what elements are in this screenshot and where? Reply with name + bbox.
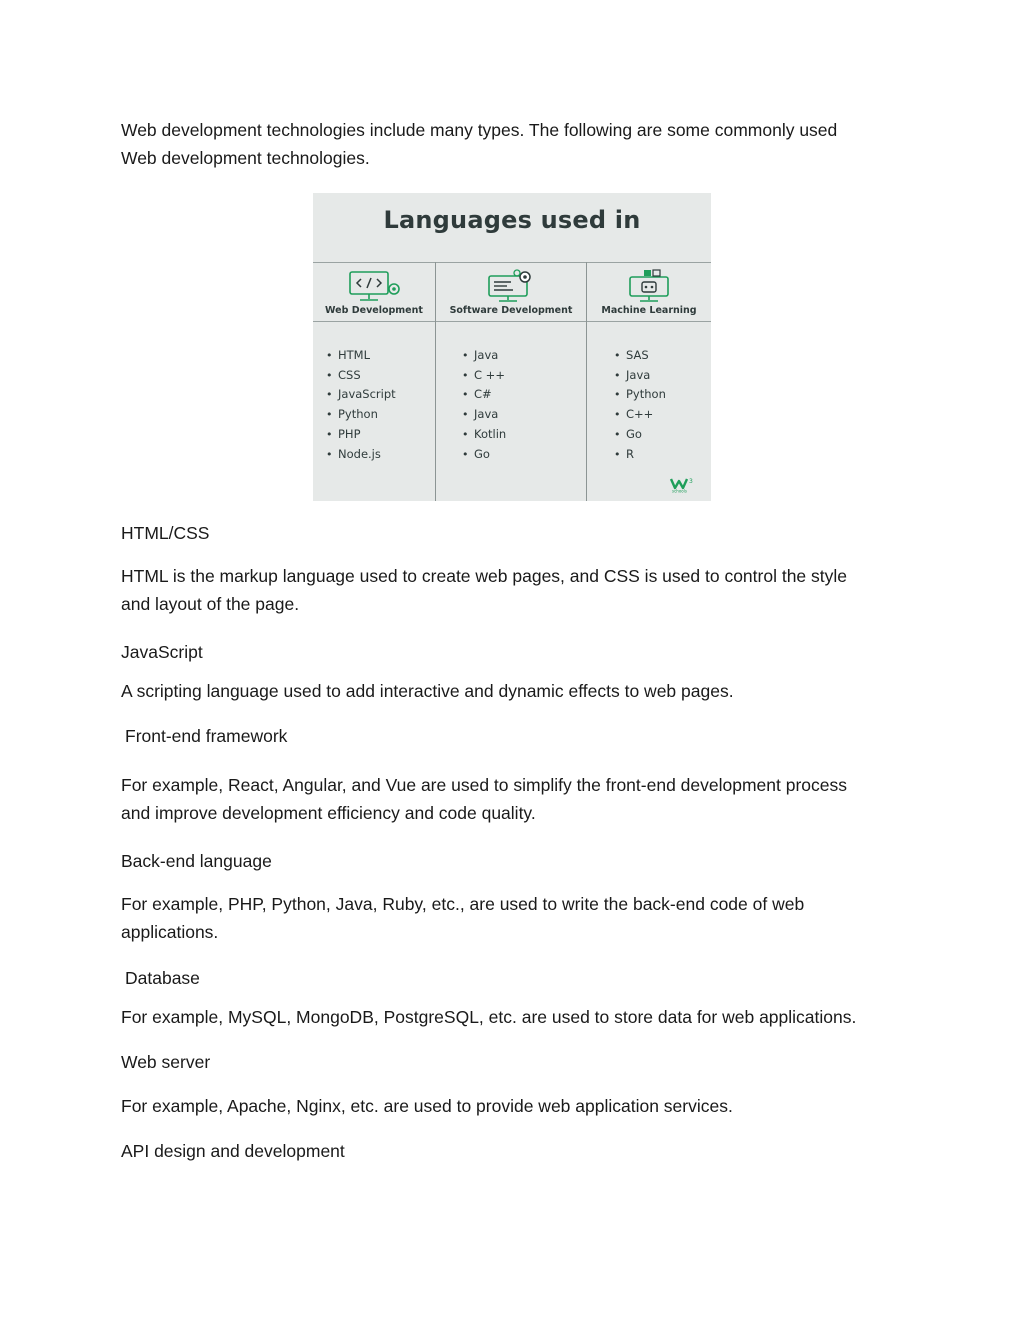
heading-back-end-language: Back-end language (121, 851, 272, 871)
column-heading: Web Development (325, 305, 423, 316)
svg-text:3: 3 (689, 478, 693, 485)
column-list (614, 346, 666, 464)
list-item: • Java (462, 405, 506, 425)
list-item: • C ++ (462, 366, 506, 386)
heading-api-design: API design and development (121, 1141, 345, 1161)
heading-html-css: HTML/CSS (121, 523, 210, 543)
subheader-divider (313, 321, 711, 322)
list-item: • Node.js (326, 445, 396, 465)
infographic-title: Languages used in (383, 206, 641, 234)
intro-line-2: Web development technologies. (121, 148, 370, 168)
column-divider-2 (586, 262, 587, 501)
list-item: • JavaScript (326, 385, 396, 405)
list-item: • SAS (614, 346, 666, 366)
list-item: • R (614, 445, 666, 465)
list-item: • Java (614, 366, 666, 386)
heading-database: Database (125, 968, 200, 988)
list-item: • C# (462, 385, 506, 405)
languages-infographic (313, 193, 711, 501)
column-heading: Software Development (449, 305, 573, 316)
heading-javascript: JavaScript (121, 642, 203, 662)
front-end-line-2: and improve development efficiency and code quality. (121, 803, 536, 823)
list-item: • Java (462, 346, 506, 366)
svg-text:schools: schools (672, 488, 687, 493)
list-item: • HTML (326, 346, 396, 366)
front-end-line-1: For example, React, Angular, and Vue are used to simplify the front-end development process (121, 775, 848, 795)
html-css-line-2: and layout of the page. (121, 594, 300, 614)
back-end-line-1: For example, PHP, Python, Java, Ruby, etc., are used to write the back-end code of web (121, 894, 805, 914)
header-divider (313, 262, 711, 263)
column-heading: Machine Learning (601, 305, 697, 316)
list-item: • Kotlin (462, 425, 506, 445)
database-text: For example, MySQL, MongoDB, PostgreSQL, etc. are used to store data for web applications. (121, 1007, 857, 1027)
w3schools-logo-icon (669, 477, 697, 493)
column-list (462, 346, 506, 464)
back-end-line-2: applications. (121, 922, 219, 942)
heading-front-end-framework: Front-end framework (125, 726, 288, 746)
web-server-text: For example, Apache, Nginx, etc. are used to provide web application services. (121, 1096, 733, 1116)
column-divider-1 (435, 262, 436, 501)
list-item: • CSS (326, 366, 396, 386)
list-item: • Python (326, 405, 396, 425)
html-css-line-1: HTML is the markup language used to create web pages, and CSS is used to control the style (121, 566, 848, 586)
list-item: • Go (462, 445, 506, 465)
list-item: • PHP (326, 425, 396, 445)
heading-web-server: Web server (121, 1052, 211, 1072)
list-item: • Python (614, 385, 666, 405)
intro-line-1: Web development technologies include many types. The following are some commonly used (121, 120, 838, 140)
column-list (326, 346, 396, 464)
list-item: • C++ (614, 405, 666, 425)
list-item: • Go (614, 425, 666, 445)
code-monitor-icon (342, 269, 406, 303)
robot-monitor-icon (617, 269, 681, 303)
javascript-text: A scripting language used to add interactive and dynamic effects to web pages. (121, 681, 734, 701)
gear-monitor-icon (479, 269, 543, 303)
